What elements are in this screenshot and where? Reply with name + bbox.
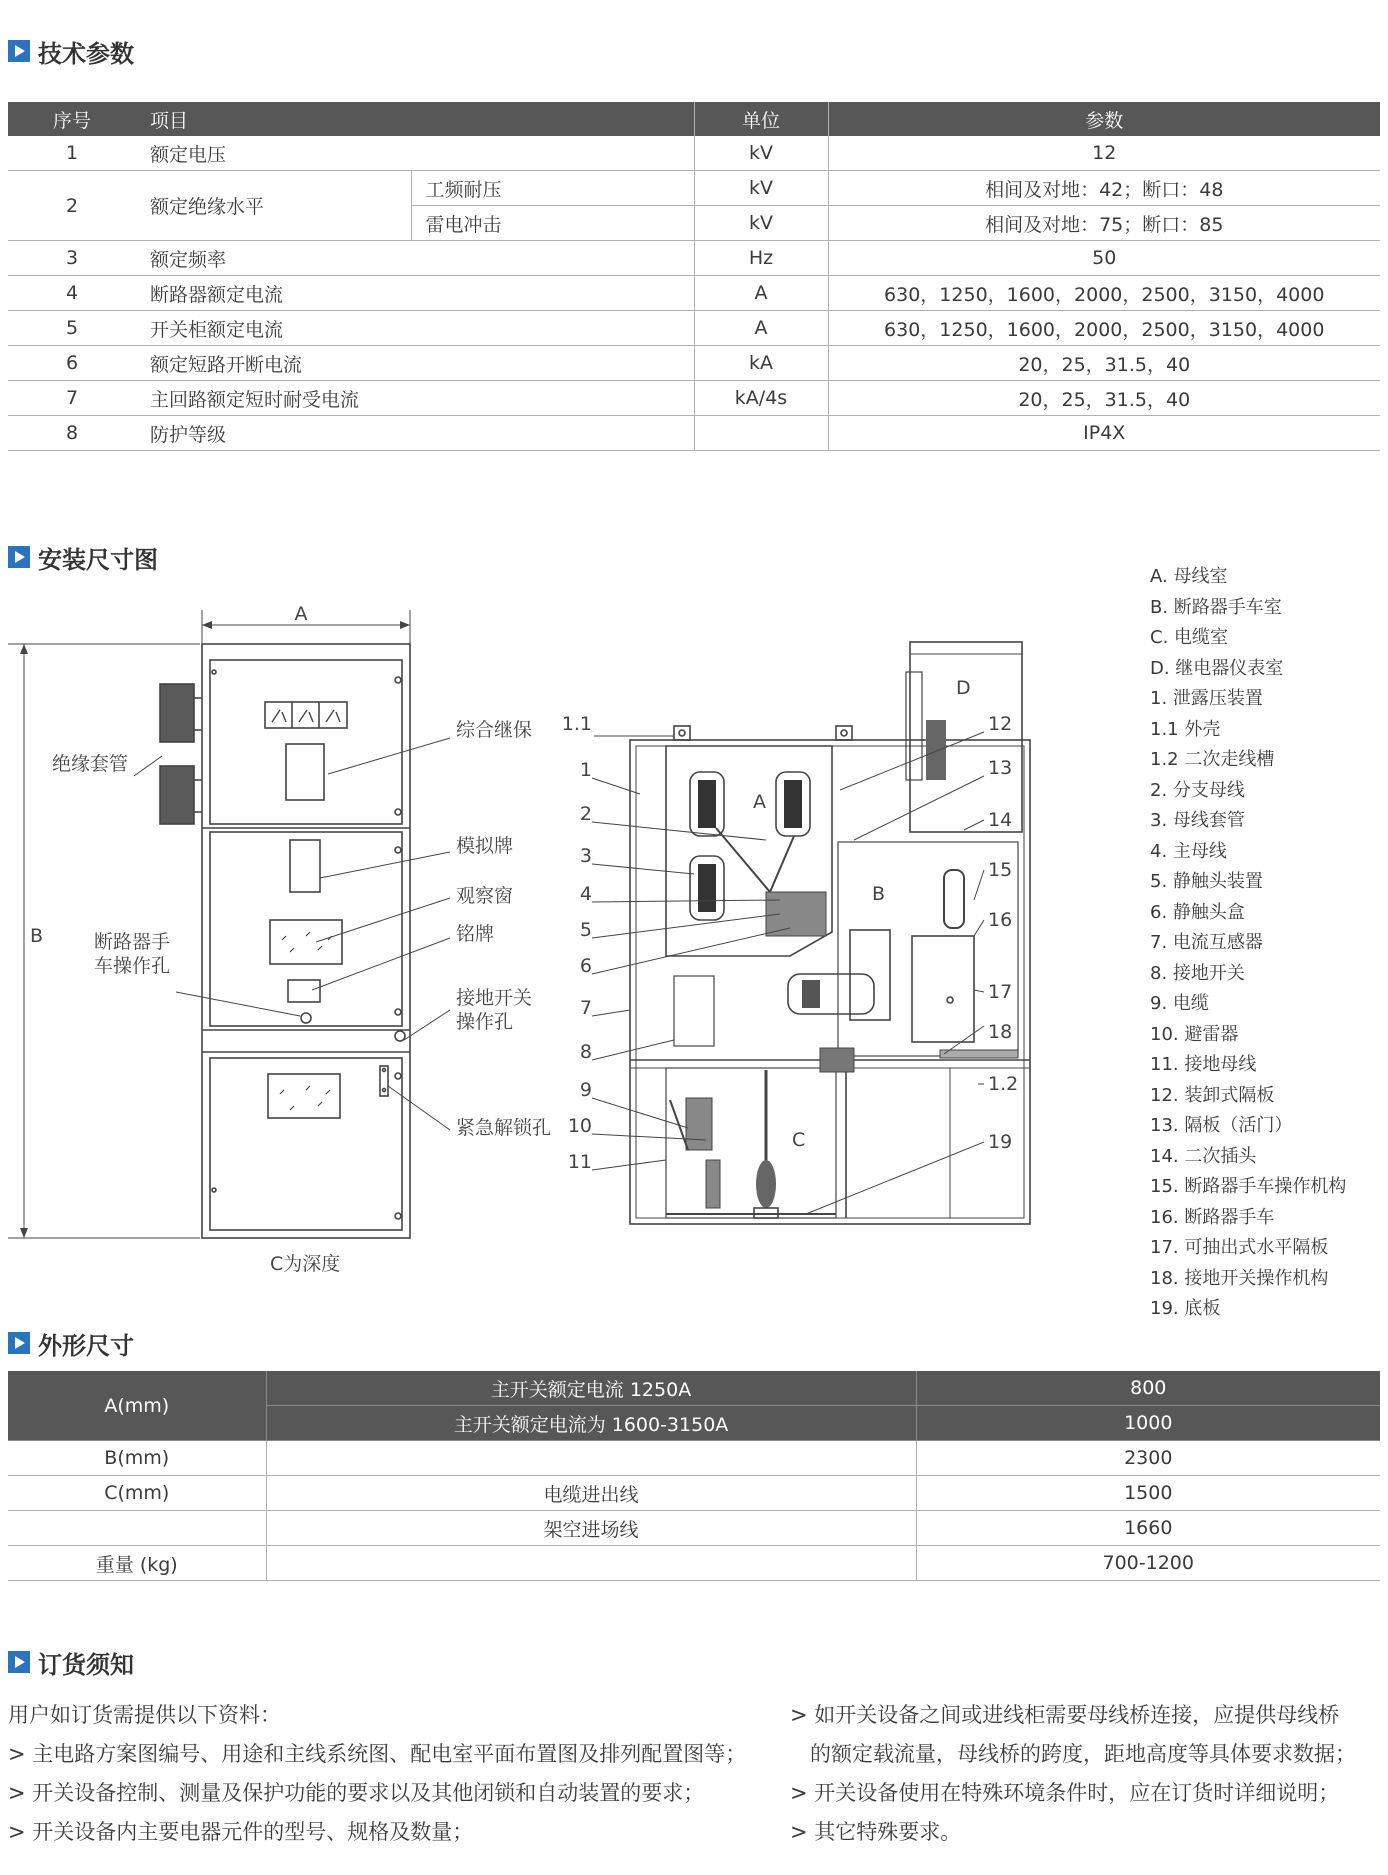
compartment-a-label: A <box>753 791 766 813</box>
label-earth-hole-1: 接地开关 <box>456 987 533 1009</box>
table-row: 4 断路器额定电流 A 630，1250，1600，2000，2500，3150，4000 <box>8 276 1380 311</box>
header-item: 项目 <box>136 102 694 136</box>
label-mimic: 模拟牌 <box>456 835 514 857</box>
callout-number: 13 <box>988 757 1013 779</box>
callout-number: 14 <box>988 809 1013 831</box>
callout-number: 6 <box>579 955 592 977</box>
callout-number: 1 <box>579 759 592 781</box>
triangle-bullet-icon <box>8 546 30 568</box>
label-insulating-bushing: 绝缘套管 <box>52 753 129 775</box>
callout-number: 2 <box>579 803 592 825</box>
callout-number: 11 <box>567 1151 592 1173</box>
callout-number: 4 <box>579 883 592 905</box>
callout-number: 10 <box>567 1115 592 1137</box>
list-item: 10. 避雷器 <box>1150 1023 1239 1045</box>
list-item: D. 继电器仪表室 <box>1150 657 1284 679</box>
section-title-install: 安装尺寸图 <box>8 540 158 574</box>
triangle-bullet-icon <box>8 40 30 62</box>
list-item: 的额定载流量，母线桥的跨度，距地高度等具体要求数据； <box>810 1742 1356 1766</box>
list-item: A. 母线室 <box>1150 566 1228 587</box>
list-item: > 开关设备控制、测量及保护功能的要求以及其他闭锁和自动装置的要求； <box>8 1781 705 1805</box>
spec-table <box>8 102 1380 451</box>
table-row: 3 额定频率 Hz 50 <box>8 241 1380 276</box>
table-row: 雷电冲击 kV 相间及对地：75；断口：85 <box>8 206 1380 241</box>
table-row: 2 额定绝缘水平 工频耐压 kV 相间及对地：42；断口：48 <box>8 171 1380 206</box>
order-intro: 用户如订货需提供以下资料： <box>8 1703 281 1727</box>
list-item: 7. 电流互感器 <box>1150 932 1263 953</box>
side-view-drawing <box>561 630 1090 1250</box>
callout-number: 1.2 <box>988 1073 1019 1095</box>
list-item: 3. 母线套管 <box>1150 810 1245 831</box>
list-item: > 主电路方案图编号、用途和主线系统图、配电室平面布置图及排列配置图等； <box>8 1742 747 1766</box>
label-earth-hole-2: 操作孔 <box>456 1011 514 1033</box>
header-unit: 单位 <box>694 102 828 136</box>
list-item: B. 断路器手车室 <box>1150 596 1282 618</box>
list-item: 11. 接地母线 <box>1150 1054 1257 1075</box>
table-row: B(mm) 2300 <box>8 1441 1380 1476</box>
compartment-d-label: D <box>956 677 971 699</box>
table-row: C(mm) 电缆进出线 1500 <box>8 1476 1380 1511</box>
list-item: 18. 接地开关操作机构 <box>1150 1267 1329 1289</box>
callout-number: 19 <box>988 1131 1013 1153</box>
list-item: > 其它特殊要求。 <box>790 1820 962 1844</box>
list-item: 14. 二次插头 <box>1150 1145 1257 1167</box>
table-row: 重量 (kg) 700-1200 <box>8 1546 1380 1581</box>
callout-number: 12 <box>988 713 1013 735</box>
list-item: 5. 静触头装置 <box>1150 871 1263 892</box>
section-title-tech: 技术参数 <box>8 34 134 68</box>
callout-number: 8 <box>579 1041 592 1063</box>
label-window: 观察窗 <box>456 885 514 907</box>
list-item: 17. 可抽出式水平隔板 <box>1150 1237 1329 1258</box>
label-breaker-hole-2: 车操作孔 <box>94 955 171 977</box>
list-item: 1.1 外壳 <box>1150 718 1221 740</box>
component-legend <box>1150 562 1346 1325</box>
table-row: 架空进场线 1660 <box>8 1511 1380 1546</box>
callout-number: 17 <box>988 981 1013 1003</box>
callout-number: 16 <box>988 909 1013 931</box>
list-item: 1.2 二次走线槽 <box>1150 749 1275 770</box>
table-row: 5 开关柜额定电流 A 630，1250，1600，2000，2500，3150，4000 <box>8 311 1380 346</box>
dim-b-label: B <box>30 925 44 947</box>
list-item: 8. 接地开关 <box>1150 962 1245 984</box>
callout-number: 18 <box>988 1021 1013 1043</box>
table-row: 主开关额定电流为 1600-3150A 1000 <box>8 1406 1380 1441</box>
table-row: 8 防护等级 IP4X <box>8 416 1380 451</box>
list-item: 9. 电缆 <box>1150 993 1209 1014</box>
table-row: 6 额定短路开断电流 kA 20，25，31.5，40 <box>8 346 1380 381</box>
list-item: > 如开关设备之间或进线柜需要母线桥连接，应提供母线桥 <box>790 1703 1340 1727</box>
triangle-bullet-icon <box>8 1651 30 1673</box>
callout-number: 3 <box>579 845 592 867</box>
table-row: 7 主回路额定短时耐受电流 kA/4s 20，25，31.5，40 <box>8 381 1380 416</box>
list-item: 4. 主母线 <box>1150 840 1227 862</box>
list-item: 1. 泄露压装置 <box>1150 688 1263 709</box>
list-item: 6. 静触头盒 <box>1150 901 1245 923</box>
label-emergency: 紧急解锁孔 <box>456 1117 552 1139</box>
label-breaker-hole-1: 断路器手 <box>94 931 171 953</box>
label-depth-note: C为深度 <box>270 1253 341 1275</box>
list-item: 19. 底板 <box>1150 1298 1221 1319</box>
list-item: 15. 断路器手车操作机构 <box>1150 1176 1347 1197</box>
list-item: > 开关设备使用在特殊环境条件时，应在订货时详细说明； <box>790 1781 1340 1805</box>
order-notes-right <box>790 1696 1380 1852</box>
compartment-c-label: C <box>792 1129 806 1151</box>
dim-a-label: A <box>294 603 308 625</box>
front-view-drawing <box>0 600 580 1290</box>
header-param: 参数 <box>828 102 1380 136</box>
list-item: 2. 分支母线 <box>1150 779 1245 801</box>
triangle-bullet-icon <box>8 1332 30 1354</box>
list-item: 13. 隔板（活门） <box>1150 1115 1293 1136</box>
list-item: 16. 断路器手车 <box>1150 1206 1275 1228</box>
table-row: A(mm) 主开关额定电流 1250A 800 <box>8 1371 1380 1406</box>
label-nameplate: 铭牌 <box>456 923 495 945</box>
compartment-b-label: B <box>872 883 886 905</box>
callout-number: 1.1 <box>561 713 592 735</box>
callout-number: 5 <box>579 919 592 941</box>
order-notes-left <box>8 1696 783 1852</box>
table-row: 1 额定电压 kV 12 <box>8 136 1380 171</box>
label-relay: 综合继保 <box>456 719 533 741</box>
dimension-table <box>8 1371 1380 1581</box>
callout-number: 9 <box>579 1079 592 1101</box>
callout-number: 15 <box>988 859 1013 881</box>
header-no: 序号 <box>8 102 136 136</box>
list-item: 12. 装卸式隔板 <box>1150 1084 1275 1106</box>
callout-number: 7 <box>579 997 592 1019</box>
list-item: > 开关设备内主要电器元件的型号、规格及数量； <box>8 1820 474 1844</box>
section-title-outline: 外形尺寸 <box>8 1326 134 1360</box>
section-title-order: 订货须知 <box>8 1645 134 1679</box>
list-item: C. 电缆室 <box>1150 627 1229 648</box>
